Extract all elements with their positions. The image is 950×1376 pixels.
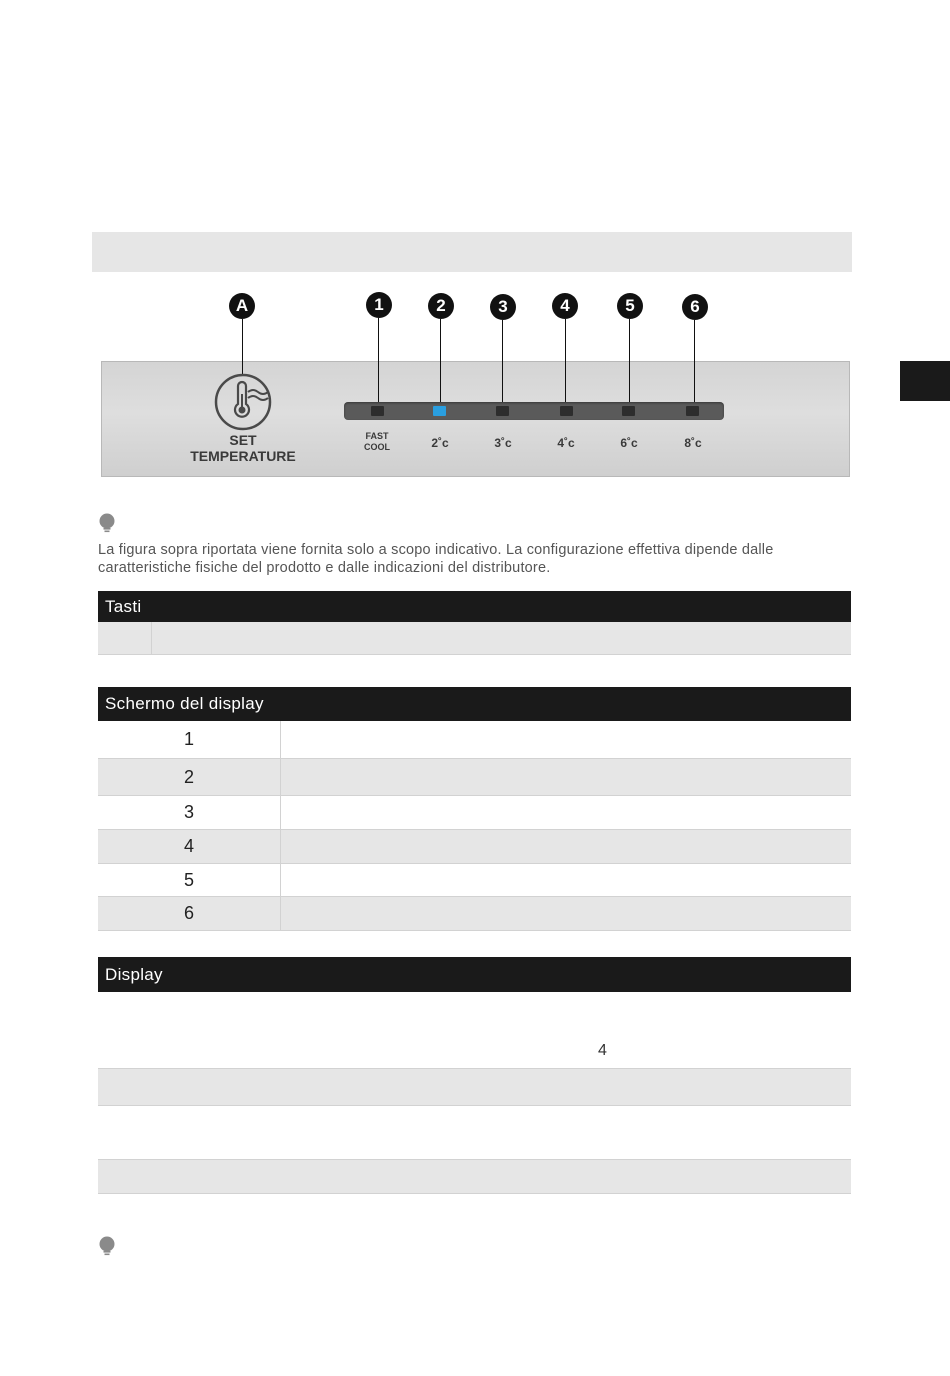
table-row — [98, 721, 851, 759]
display-row — [98, 1069, 851, 1106]
marker-6: 6 — [682, 294, 708, 320]
display-header: Display — [98, 957, 851, 992]
led-label-fast-cool: FAST COOL — [364, 431, 390, 452]
led-3c — [496, 406, 509, 416]
table-row — [98, 864, 851, 897]
led-label-6c: 6˚c — [620, 436, 638, 450]
led-fast-cool — [371, 406, 384, 416]
led-6c — [622, 406, 635, 416]
set-label-line2: TEMPERATURE — [190, 448, 296, 464]
row-number: 5 — [98, 864, 281, 896]
marker-5: 5 — [617, 293, 643, 319]
led-label-3c: 3˚c — [494, 436, 512, 450]
lightbulb-icon — [99, 1236, 115, 1256]
disclaimer-note: La figura sopra riportata viene fornita solo a scopo indicativo. La configurazione effettiva dipende dalle caratteristiche fisiche del prodotto e dalle indicazioni del distributore. — [98, 542, 774, 576]
set-temperature-button[interactable] — [213, 372, 273, 432]
marker-4: 4 — [552, 293, 578, 319]
leader-line-2 — [440, 319, 441, 408]
marker-2: 2 — [428, 293, 454, 319]
language-side-tab — [900, 361, 950, 401]
table-row — [98, 759, 851, 796]
row-number: 1 — [98, 721, 281, 758]
leader-line-a — [242, 319, 243, 374]
lightbulb-icon — [99, 513, 115, 533]
marker-1: 1 — [366, 292, 392, 318]
set-label-line1: SET — [229, 432, 257, 448]
leader-line-4 — [565, 319, 566, 408]
led-8c — [686, 406, 699, 416]
leader-line-6 — [694, 320, 695, 408]
display-row — [98, 992, 851, 1069]
marker-a: A — [229, 293, 255, 319]
marker-3: 3 — [490, 294, 516, 320]
led-label-8c: 8˚c — [684, 436, 702, 450]
led-4c — [560, 406, 573, 416]
row-number: 6 — [98, 897, 281, 930]
led-label-4c: 4˚c — [557, 436, 575, 450]
table-row — [98, 830, 851, 864]
led-label-2c: 2˚c — [431, 436, 449, 450]
table-row — [98, 796, 851, 830]
leader-line-1 — [378, 318, 379, 408]
led-2c — [433, 406, 446, 416]
display-value: 4 — [598, 1042, 607, 1059]
row-number: 4 — [98, 830, 281, 863]
tasti-row — [98, 622, 851, 655]
row-number: 3 — [98, 796, 281, 829]
leader-line-3 — [502, 320, 503, 408]
display-row — [98, 1160, 851, 1194]
set-temperature-label — [183, 432, 303, 464]
schermo-header: Schermo del display — [98, 687, 851, 721]
led-indicator-strip — [344, 402, 724, 420]
leader-line-5 — [629, 319, 630, 408]
tasti-header: Tasti — [98, 591, 851, 622]
table-row — [98, 897, 851, 931]
section-title-band — [92, 232, 852, 272]
row-number: 2 — [98, 759, 281, 795]
display-row — [98, 1106, 851, 1160]
tasti-row-key-cell — [98, 622, 152, 654]
